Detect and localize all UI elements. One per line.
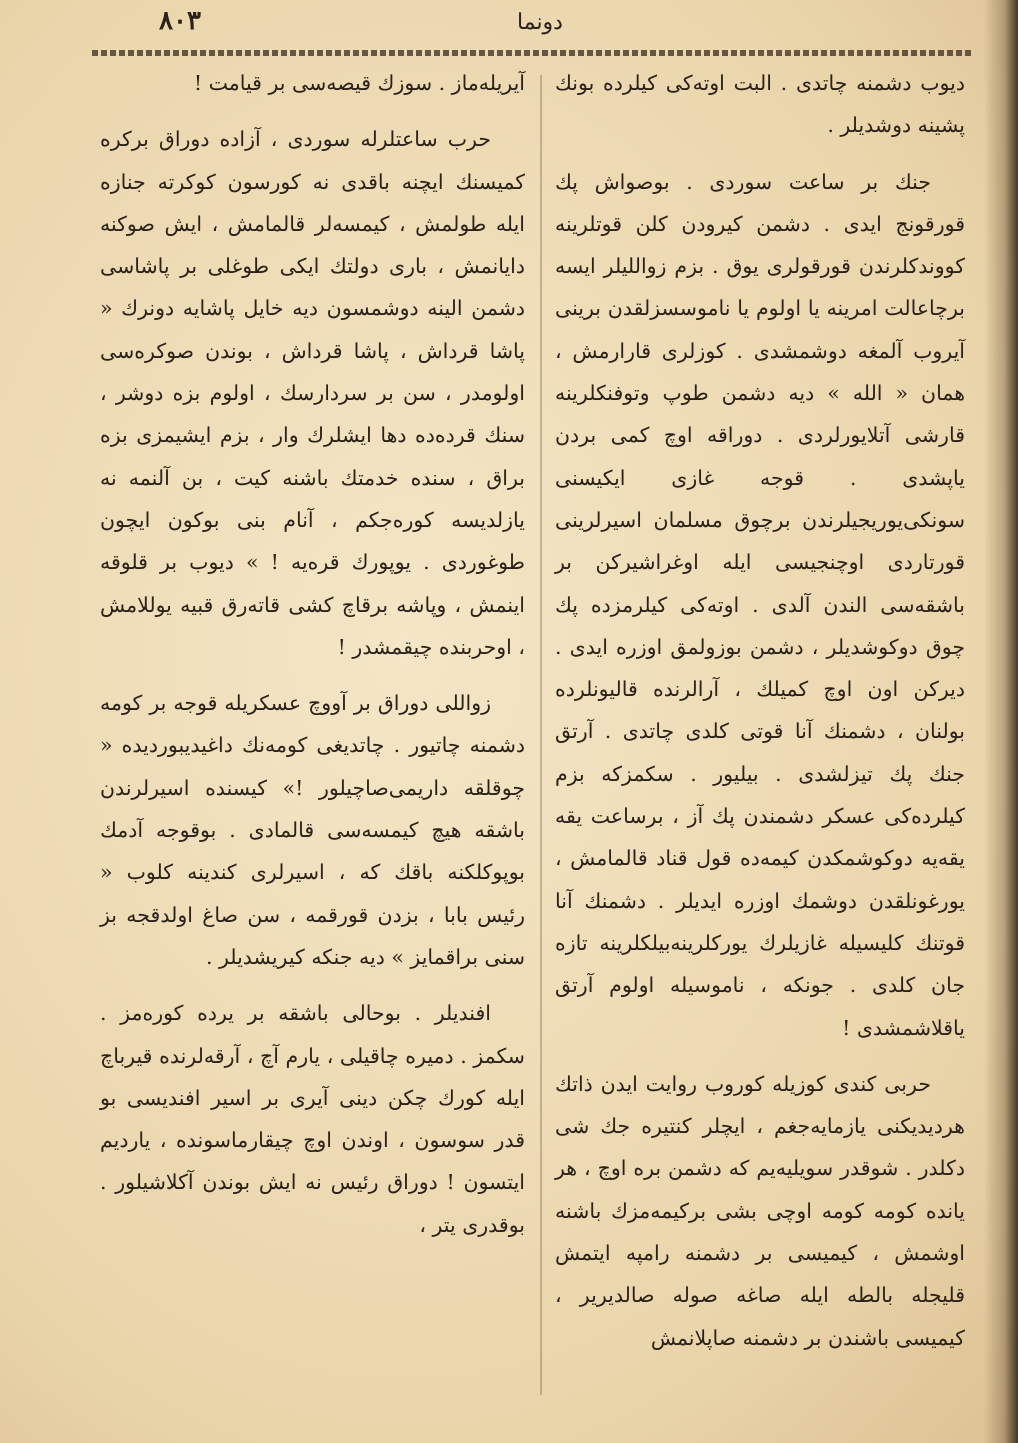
paragraph: آیریله‌ماز . سوزك قیصه‌سی بر قیامت ! (193, 71, 525, 95)
left-column (100, 62, 525, 1246)
book-spine-shadow (984, 0, 1018, 1443)
paragraph: جنك بر ساعت سوردی . بوصواش پك قورقونج ایدی . دشمن كیرودن كلن قوتلرینه كووندكلرندن قورقولری یوق . بزم زواللیلر ایسه برچاعالت امرینه یا اولوم یا ناموسسزلقدن برینی آیروب آلمغه دوشمشدی . كوزلری قارارمش ، همان « الله » دیه دشمن طوپ وتوفنكلرینه قارشی آتلایورلردی . دوراقه اوچ كمی بردن یاپشدی . قوجه غازی ایكیسنی سونكی‌یوریجیلرندن برچوق مسلمان اسیرلرینی قورتاردی اوچنجیسی ایله اوغراشیركن بر باشقه‌سی الندن آلدی . اوته‌كی كیلرمزده پك چوق دوكوشدیلر ، دشمن بوزولمق اوزره ایدی . دیركن اون اوچ كمیلك ، آرالرنده قالیونلرده بولنان ، دشمنك آنا قوتی كلدی چاتدی . آرتق جنك پك تیزلشدی . بیلیور . سكمزكه بزم كیلرده‌كی عسكر دشمندن پك آز ، برساعت یقه یقه‌یه دوكوشمكدن كیمه‌ده قول قناد قالمامش ، یورغونلقدن دوشمك اوزره ایدیلر . دشمنك آنا قوتنك كلیسیله غازیلرك یوركلرینه‌بیلكلرینه تازه جان كلدی . جونكه ، ناموسیله اولوم آرتق یاقلاشمشدی ! (555, 169, 965, 1040)
page-number: ٨٠٣ (159, 6, 201, 36)
column-divider (540, 75, 542, 1395)
running-head: دونما (517, 10, 563, 35)
header-wavy-rule (92, 50, 972, 56)
paragraph: حرب ساعتلرله سوردی ، آزاده دوراق بركره كمیسنك ایچنه باقدی نه كورسون كوكرته جنازه ایله طولمش ، كیمسه‌لر قالمامش ، ایش صوكنه دایانمش ، باری دولتك ایكی طوغلی بر پاشاسی دشمن الینه دوشمسون دیه خایل پاشایه دونرك « پاشا قرداش ، پاشا قرداش ، بوندن صوكره‌سی اولومدر ، سن بر سردارسك ، اولوم بزه دوشر ، سنك قرده‌ده دها ایشلرك وار ، بزم ایشیمزی بزه براق ، سنده خدمتك باشنه كیت ، بن آلنمه نه یازلدیسه كوره‌جكم ، آنام بنی بوكون ایچون طوغوردی . یوپورك قره‌یه ! » دیوب بر قلوقه اینمش ، وپاشه برقاچ كشی قاته‌رق قبیه یوللامش ، اوحربنده چیقمشدر ! (100, 127, 525, 659)
paragraph: افندیلر . بوحالی باشقه بر یرده كوره‌مز . سكمز . دمیره چاقیلی ، یارم آچ ، آرقه‌لرنده قیرباچ ایله كورك چكن دینی آیری بر اسیر افندیسی بو قدر سوسون ، اوندن اوچ چیقارماسونده ، یاردیم ایتسون ! دوراق رئیس نه ایش بوندن آكلاشیلور . بوقدری یتر ، (100, 1001, 525, 1237)
paragraph: دیوب دشمنه چاتدی . البت اوته‌كی كیلرده بونك پشینه دوشدیلر . (555, 71, 965, 138)
right-column (555, 62, 965, 1359)
paragraph: زواللی دوراق بر آووچ عسكریله قوجه بر كومه دشمنه چاتیور . چاتدیغی كومه‌نك داغیدیبوردیده « چوقلقه داریمی‌صاچیلور !» كیسنده اسیرلرندن باشقه هیچ كیمسه‌سی قالمادی . بوقوجه آدمك بوپوكلكنه باقك كه ، اسیرلری كندینه كلوب « رئیس بابا ، بزدن قورقمه ، سن صاغ اولدقجه بز سنی براقمایز » دیه جنكه كیریشدیلر . (100, 691, 525, 969)
paragraph: حربی كندی كوزیله كوروب روایت ایدن ذاتك هردیدیكنی یازمایه‌جغم ، ایچلر كنتیره جك شی دكلدر . شوقدر سویلیه‌یم كه دشمن بره اوچ ، هر یانده كومه كومه اوچی بشی بركیمه‌مزك باشنه اوشمش ، كیمیسی بر دشمنه رامپه ایتمش قلیجله بالطه ایله صاغه صوله صالدیریر ، كیمیسی باشندن بر دشمنه صاپلانمش (555, 1071, 965, 1350)
